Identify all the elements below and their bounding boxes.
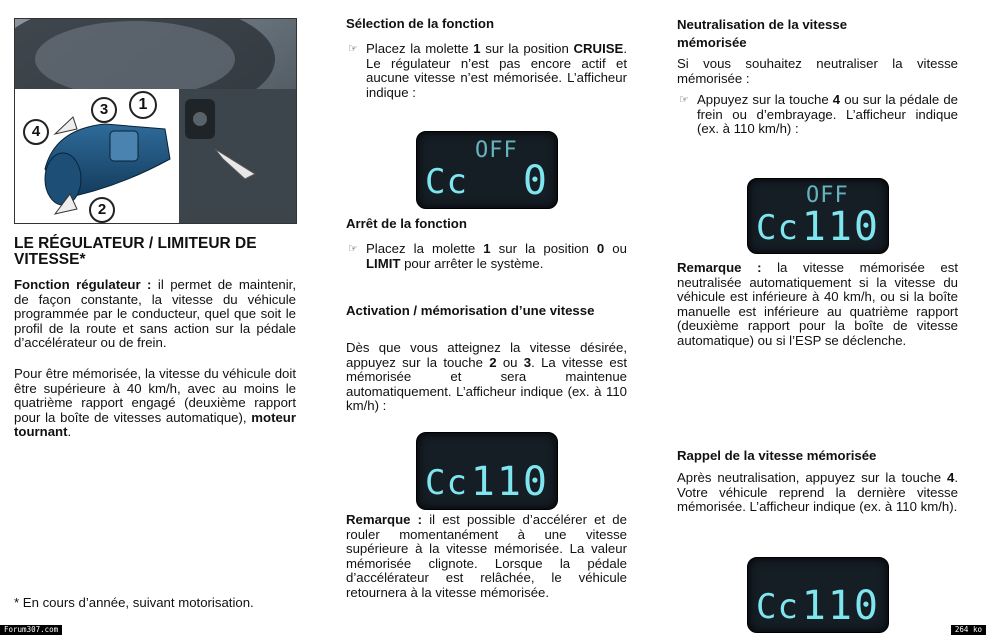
pointing-hand-icon: ☞ bbox=[348, 243, 358, 255]
display-speed-value: 110 bbox=[801, 204, 880, 250]
display-off-label: OFF bbox=[475, 138, 518, 163]
pointing-hand-icon: ☞ bbox=[679, 94, 689, 106]
intro-bold: Fonction régulateur : bbox=[14, 277, 152, 292]
display-cc-label: Cc bbox=[425, 463, 468, 503]
intro-text: il permet de maintenir, de façon constante, la vitesse du véhicule programmée par le conducteur, quel que soit le profil de la route et sans action sur la pédale d’accélérateur ou de frein. bbox=[14, 277, 296, 351]
footnote: * En cours d’année, suivant motorisation. bbox=[14, 595, 254, 610]
display-off-label: OFF bbox=[806, 183, 849, 208]
display-speed-value: 110 bbox=[801, 583, 880, 629]
callout-1: 1 bbox=[129, 91, 157, 119]
display-recall-110 bbox=[747, 557, 889, 633]
engine-running: moteur tournant bbox=[14, 409, 296, 440]
display-active-110 bbox=[416, 432, 558, 510]
section-recall-text: Après neutralisation, appuyez sur la touche 4. Votre véhicule reprend la dernière vitesse mémorisée. L’afficheur indique (ex. à 110 km/h). bbox=[677, 470, 958, 515]
pointing-hand-icon: ☞ bbox=[348, 43, 358, 55]
memorisation-paragraph bbox=[14, 367, 296, 440]
display-speed-value: 0 bbox=[522, 158, 549, 204]
footer-source: Forum307.com bbox=[0, 625, 62, 635]
callout-4: 4 bbox=[23, 119, 49, 145]
callout-2: 2 bbox=[89, 197, 115, 223]
cruise-stalk-illustration bbox=[14, 18, 297, 224]
page-title: LE RÉGULATEUR / LIMITEUR DE VITESSE* bbox=[14, 235, 257, 268]
display-speed-value: 110 bbox=[470, 459, 549, 505]
section-neutralise-title: Neutralisation de la vitesse mémorisée bbox=[677, 17, 848, 50]
section-neutralise-text: ☞ Appuyez sur la touche 4 ou sur la pédale de frein ou d’embrayage. L’afficheur indique (ex. à 110 km/h) : bbox=[679, 92, 958, 137]
memorisation-text: Pour être mémorisée, la vitesse du véhicule doit être supérieure à 40 km/h, avec au moins le quatrième rapport engagé (deuxième rapport pour la boîte de vitesses automatique), bbox=[14, 366, 296, 425]
display-off-0 bbox=[416, 131, 558, 209]
memorisation-end: . bbox=[67, 424, 72, 440]
section-activation-title: Activation / mémorisation d’une vitesse bbox=[346, 303, 595, 318]
intro-paragraph bbox=[14, 278, 296, 351]
section-recall-title: Rappel de la vitesse mémorisée bbox=[677, 448, 877, 463]
footer-size: 264 ko bbox=[951, 625, 986, 635]
section-selection-title: Sélection de la fonction bbox=[346, 16, 495, 31]
section-neutralise-remark: Remarque : la vitesse mémorisée est neutralisée automatiquement si la vitesse du véhicule est inférieure à 40 km/h, ou si la boîte manuelle est inférieure au quatrième rapport (deuxième rapport pour la boîte de vitesse automatique) ou si l’ESP se déclenche. bbox=[677, 260, 958, 348]
section-stop-text: ☞ Placez la molette 1 sur la position 0 ou LIMIT pour arrêter le système. bbox=[348, 241, 627, 271]
section-stop-title: Arrêt de la fonction bbox=[346, 216, 467, 231]
display-cc-label: Cc bbox=[756, 587, 799, 627]
display-cc-label: Cc bbox=[425, 162, 468, 202]
section-activation-text: Dès que vous atteignez la vitesse désirée, appuyez sur la touche 2 ou 3. La vitesse est mémorisée et sera maintenue automatiquement. L’afficheur indique (ex. à 110 km/h) : bbox=[346, 340, 627, 414]
section-activation-remark: Remarque : il est possible d’accélérer et de rouler momentanément à une vitesse supérieure à la vitesse mémorisée. La valeur mémorisée clignote. Lorsque la pédale d’accélérateur est relâchée, le véhicule retournera à la vitesse mémorisée. bbox=[346, 512, 627, 600]
callout-3: 3 bbox=[91, 97, 117, 123]
section-selection-text: ☞ Placez la molette 1 sur la position CRUISE. Le régulateur n’est pas encore actif et aucune vitesse n’est mémorisée. L’afficheur indique : bbox=[348, 41, 627, 100]
section-neutralise-intro: Si vous souhaitez neutraliser la vitesse mémorisée : bbox=[677, 56, 958, 86]
display-cc-label: Cc bbox=[756, 208, 799, 248]
illustration-drawing bbox=[15, 19, 296, 223]
display-off-110 bbox=[747, 178, 889, 254]
